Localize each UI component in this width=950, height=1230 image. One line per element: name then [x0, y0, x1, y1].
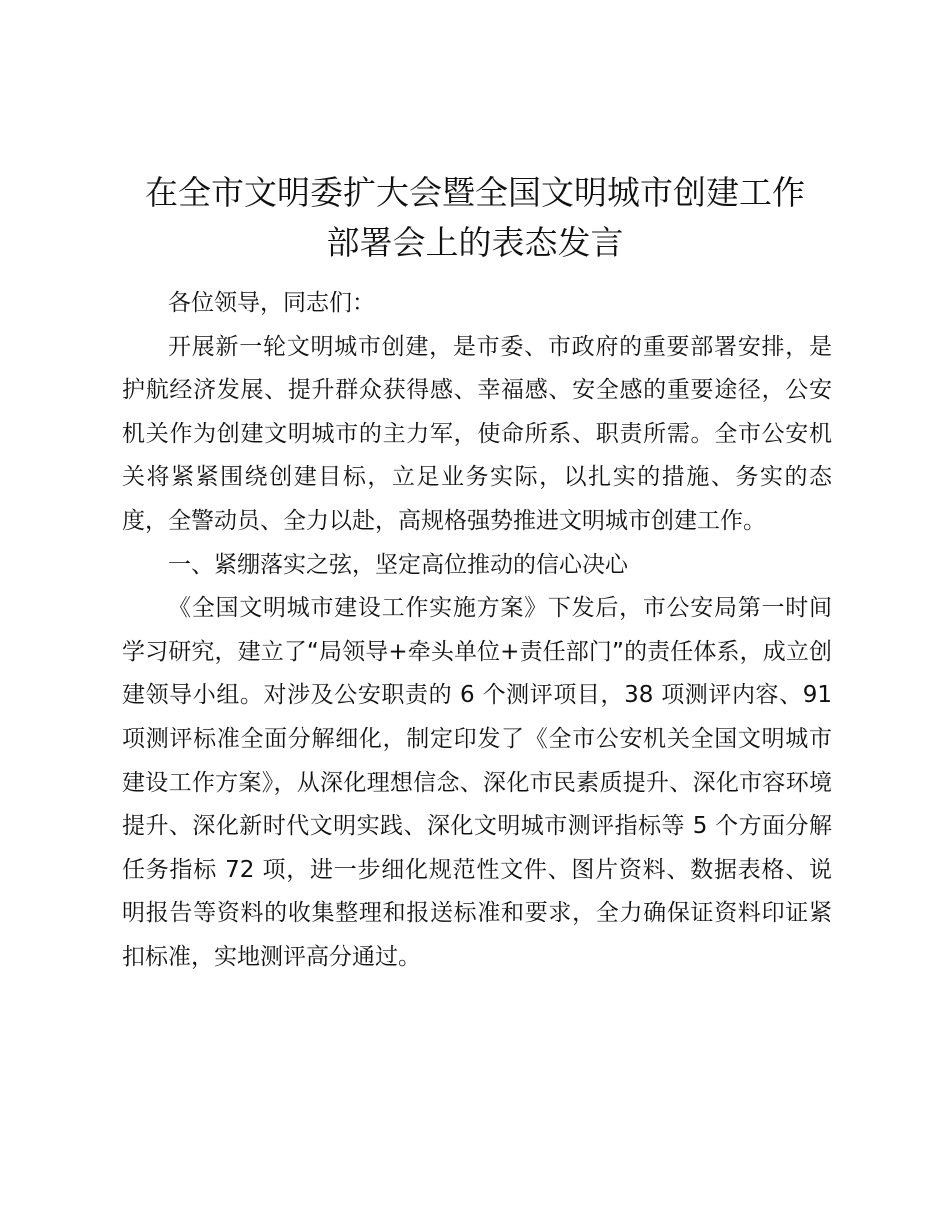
section-heading: 一、紧绷落实之弦，坚定高位推动的信心决心: [168, 551, 628, 578]
section-paragraph: 《全国文明城市建设工作实施方案》下发后，市公安局第一时间学习研究，建立了“局领导+牵头单位+责任部门”的责任体系，成立创建领导小组。对涉及公安职责的 6 个测评项目，38 项测评内容、91 项测评标准全面分解细化，制定印发了《全市公安机关全国文明城市建设工作方案》，从深化理想信念、深化市民素质提升、深化市容环境提升、深化新时代文明实践、深化文明城市测评指标等 5 个方面分解任务指标 72 项，进一步细化规范性文件、图片资料、数据表格、说明报告等资料的收集整理和报送标准和要求，全力确保证资料印证紧扣标准，实地测评高分通过。: [122, 595, 832, 970]
document-title: [120, 168, 830, 268]
title-line-1: 在全市文明委扩大会暨全国文明城市创建工作: [145, 173, 805, 212]
title-line-2: 部署会上的表态发言: [326, 223, 624, 262]
salutation: 各位领导，同志们：: [168, 290, 375, 316]
intro-paragraph: 开展新一轮文明城市创建，是市委、市政府的重要部署安排，是护航经济发展、提升群众获得感、幸福感、安全感的重要途径，公安机关作为创建文明城市的主力军，使命所系、职责所需。全市公安机关将紧紧围绕创建目标，立足业务实际，以扎实的措施、务实的态度，全警动员、全力以赴，高规格强势推进文明城市创建工作。: [122, 333, 832, 534]
document-body: [122, 282, 832, 980]
